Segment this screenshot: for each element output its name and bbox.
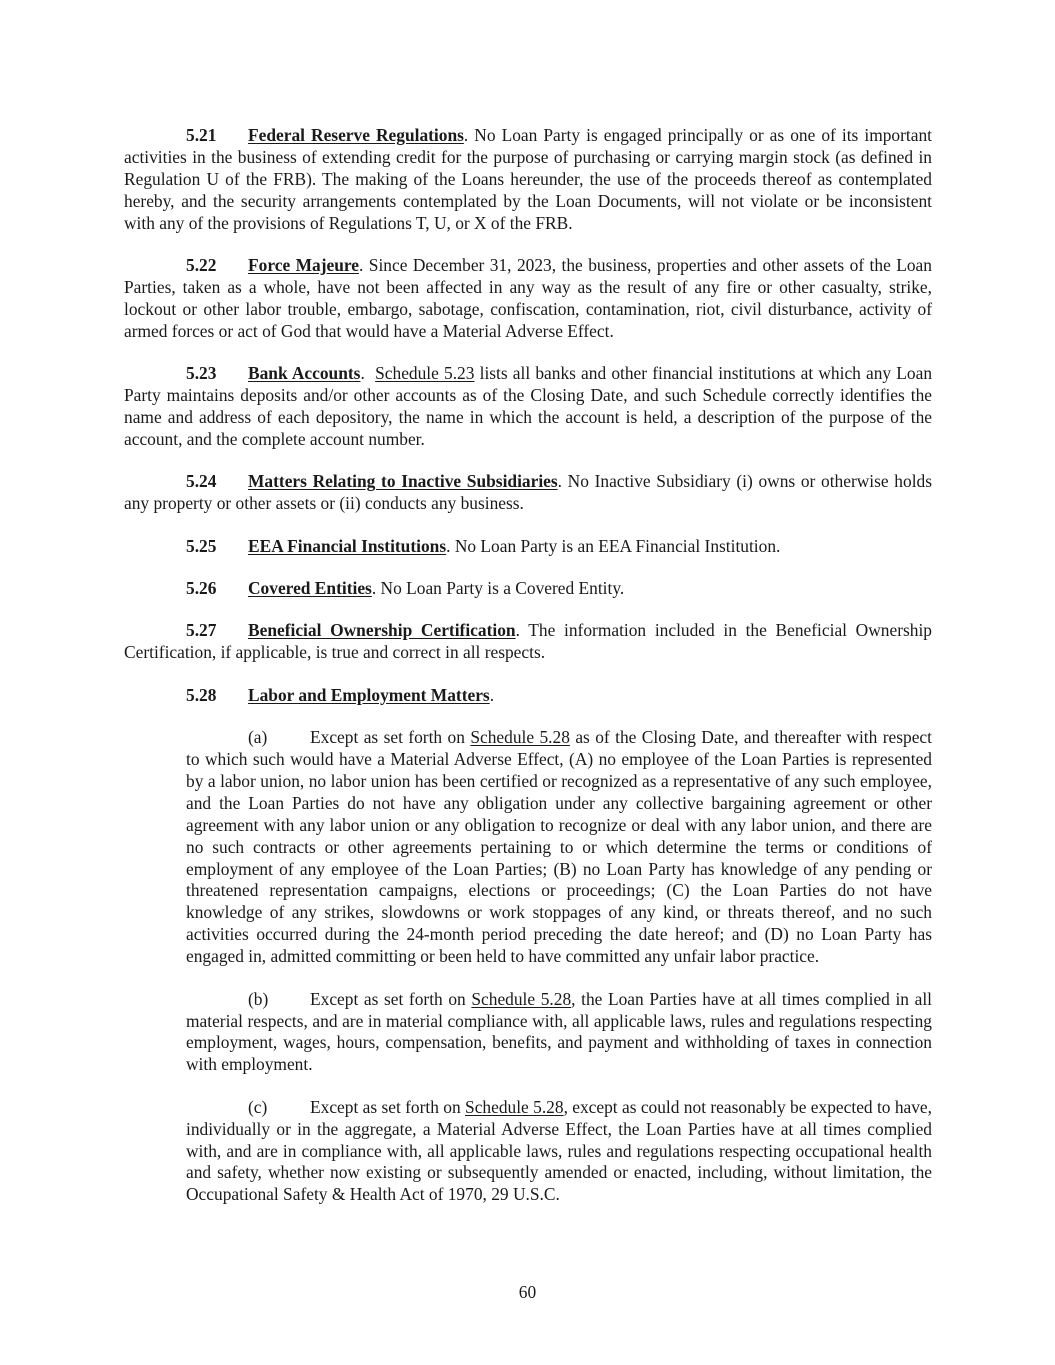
subsection-body-pre: Except as set forth on <box>310 988 472 1009</box>
section-number: 5.27 <box>186 620 217 641</box>
subsection-body-pre: Except as set forth on <box>310 727 471 748</box>
section-heading: Covered Entities <box>248 578 372 598</box>
section-heading: Force Majeure <box>248 255 360 276</box>
subsection-body: as of the Closing Date, and thereafter with respect to which such would have a Material Adverse Effect, (A) no employee of the Loan Parties is represented by a labor union, no labor union has been certified or recognized as a representative of any such employee, and the Loan Parties do not have any obligation under any collective bargaining agreement or other agreement with any labor union or any obligation to recognize or deal with any labor union, and there are no such contracts or other agreements pertaining to or which determine the terms or conditions of employment of any employee of the Loan Parties; (B) no Loan Party has knowledge of any pending or threatened representation campaigns, elections or proceedings; (C) the Loan Parties do not have knowledge of any strikes, slowdowns or work stoppages of any kind, or threats thereof, and no such activities occurred during the 24-month period preceding the date hereof; and (D) no Loan Party has engaged in, admitted committing or been held to have committed any unfair labor practice. <box>186 727 932 967</box>
section-body: . The information included in the Beneficial Ownership Certification, if applicable, is true and correct in all respects. <box>124 620 932 663</box>
subsection-label: (a) <box>248 727 268 748</box>
schedule-reference: Schedule 5.28 <box>471 988 572 1009</box>
section-body: . No Loan Party is engaged principally or as one of its important activities in the business of extending credit for the purpose of purchasing or carrying margin stock (as defined in Regulation U of the FRB). The making of the Loans hereunder, the use of the proceeds thereof as contemplated hereby, and the security arrangements contemplated by the Loan Documents, will not violate or be inconsistent with any of the provisions of Regulations T, U, or X of the FRB. <box>124 125 932 233</box>
section-body: . <box>489 684 495 705</box>
section-number: 5.28 <box>186 684 217 705</box>
section-heading: Matters Relating to Inactive Subsidiaries <box>248 471 558 492</box>
section-heading: EEA Financial Institutions <box>248 535 447 556</box>
section-number: 5.21 <box>186 125 217 145</box>
section-5-27 <box>124 620 932 664</box>
subsection-a <box>186 727 932 968</box>
section-number: 5.23 <box>186 363 217 384</box>
section-5-24 <box>124 471 932 515</box>
section-number: 5.22 <box>186 255 217 276</box>
section-5-25 <box>124 536 932 558</box>
section-5-23 <box>124 363 932 451</box>
subsection-b <box>186 989 932 1077</box>
section-number: 5.24 <box>186 471 217 492</box>
schedule-reference: Schedule 5.23 <box>375 363 475 384</box>
subsection-body: , except as could not reasonably be expected to have, individually or in the aggregate, a Material Adverse Effect, the Loan Parties have at all times complied with, and are in compliance with, all applicable laws, rules and regulations respecting occupational health and safety, whether now existing or subsequently amended or enacted, including, without limitation, the Occupational Safety & Health Act of 1970, 29 U.S.C. <box>186 1096 933 1205</box>
section-body-pre: . <box>360 363 376 384</box>
section-number: 5.26 <box>186 578 217 598</box>
schedule-reference: Schedule 5.28 <box>465 1096 564 1117</box>
section-5-26 <box>124 578 932 600</box>
document-page <box>124 125 932 1227</box>
subsection-label: (c) <box>248 1096 268 1117</box>
section-body: . No Loan Party is an EEA Financial Institution. <box>446 535 781 556</box>
section-body: lists all banks and other financial institutions at which any Loan Party maintains deposits and/or other accounts as of the Closing Date, and such Schedule correctly identifies the name and address of each depository, the name in which the account is held, a description of the purpose of the account, and the complete account number. <box>124 363 933 449</box>
section-body: . Since December 31, 2023, the business, properties and other assets of the Loan Parties, taken as a whole, have not been affected in any way as the result of any fire or other casualty, strike, lockout or other labor trouble, embargo, sabotage, confiscation, contamination, riot, civil disturbance, activity of armed forces or act of God that would have a Material Adverse Effect. <box>124 255 932 341</box>
subsection-label: (b) <box>248 988 269 1009</box>
section-5-21 <box>124 125 932 235</box>
section-heading: Labor and Employment Matters <box>248 684 490 705</box>
subsection-body: , the Loan Parties have at all times complied in all material respects, and are in material compliance with, all applicable laws, rules and regulations respecting employment, wages, hours, compensation, benefits, and payment and withholding of taxes in connection with employment. <box>186 988 932 1075</box>
schedule-reference: Schedule 5.28 <box>470 727 570 748</box>
section-5-28 <box>124 685 932 707</box>
section-body: . No Inactive Subsidiary (i) owns or otherwise holds any property or other assets or (ii) conducts any business. <box>124 471 932 514</box>
section-heading: Bank Accounts <box>248 363 361 384</box>
section-body: . No Loan Party is a Covered Entity. <box>371 578 625 598</box>
subsection-body-pre: Except as set forth on <box>310 1096 466 1117</box>
subsection-c <box>186 1097 932 1207</box>
section-5-22 <box>124 255 932 343</box>
section-heading: Beneficial Ownership Certification <box>248 620 516 641</box>
section-heading: Federal Reserve Regulations <box>248 125 464 145</box>
section-number: 5.25 <box>186 535 217 556</box>
page-number: 60 <box>518 1282 537 1302</box>
